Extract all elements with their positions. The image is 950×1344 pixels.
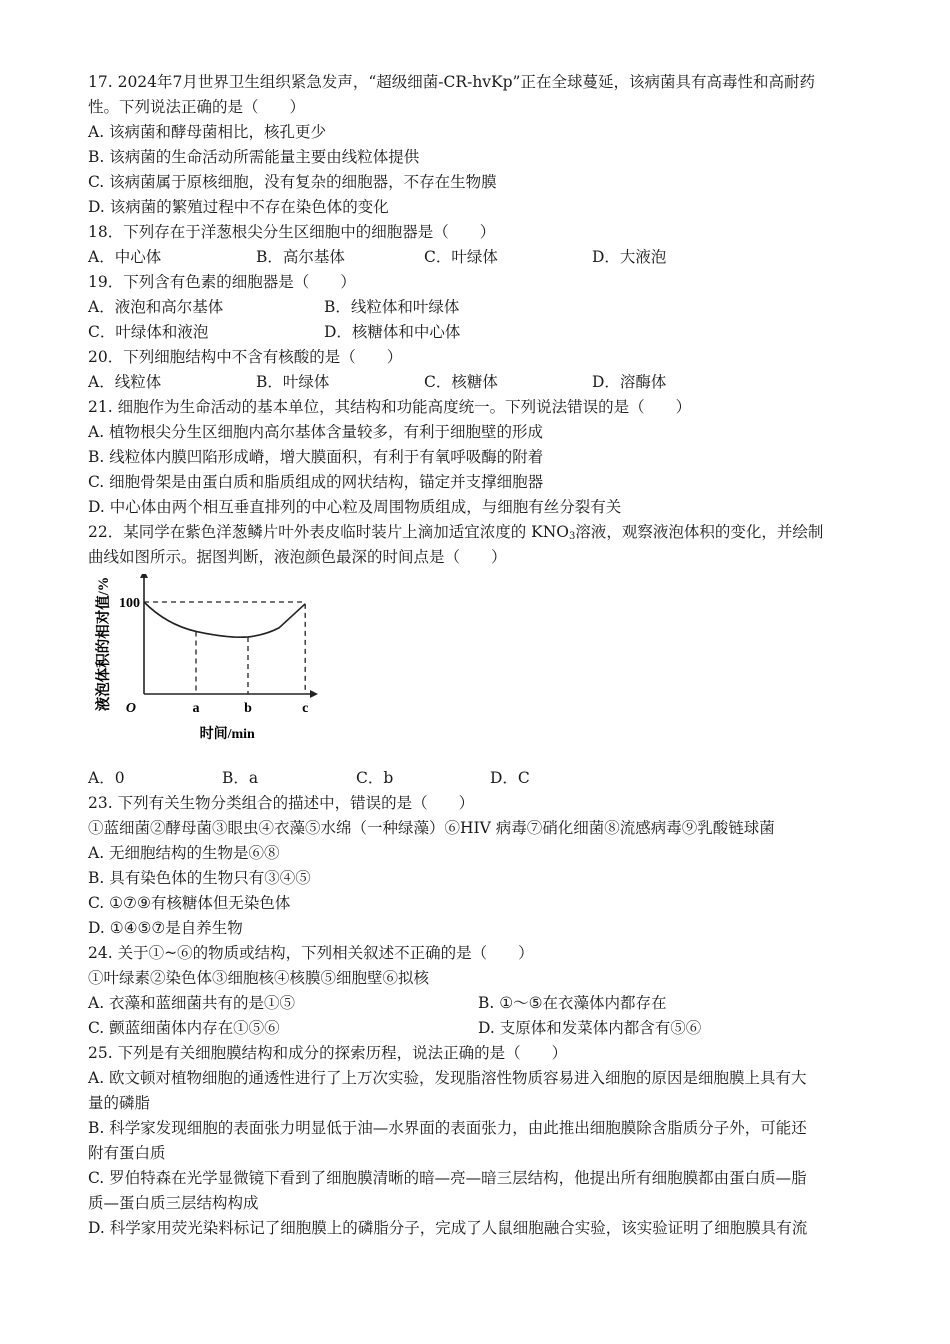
q24-option-d[interactable]: D. 支原体和发菜体内都含有⑤⑥ xyxy=(478,1019,702,1037)
x-tick-b: b xyxy=(244,701,252,716)
q22-option-b[interactable]: B．a xyxy=(222,769,259,787)
q25-option-b-line2[interactable]: 附有蛋白质 xyxy=(88,1144,166,1162)
q25-option-d-line1[interactable]: D. 科学家用荧光染料标记了细胞膜上的磷脂分子，完成了人鼠细胞融合实验，该实验证明了细胞膜具有流 xyxy=(88,1219,808,1237)
q19-option-c[interactable]: C．叶绿体和液泡 xyxy=(88,323,209,341)
q24-structure-list: ①叶绿素②染色体③细胞核④核膜⑤细胞壁⑥拟核 xyxy=(88,969,430,987)
q21-option-b[interactable]: B. 线粒体内膜凹陷形成嵴，增大膜面积，有利于有氧呼吸酶的附着 xyxy=(88,448,544,466)
q18-option-b[interactable]: B．高尔基体 xyxy=(256,248,345,266)
q23-option-a[interactable]: A. 无细胞结构的生物是⑥⑧ xyxy=(88,844,280,862)
q22-option-d[interactable]: D．C xyxy=(490,769,530,787)
q20-options xyxy=(88,370,878,395)
q23-option-c[interactable]: C. ①⑦⑨有核糖体但无染色体 xyxy=(88,894,291,912)
q25-option-c-line1[interactable]: C. 罗伯特森在光学显微镜下看到了细胞膜清晰的暗—亮—暗三层结构，他提出所有细胞膜都由蛋白质—脂 xyxy=(88,1169,807,1187)
x-tick-c: c xyxy=(302,701,309,716)
q22-stem-line2: 曲线如图所示。据图判断，液泡颜色最深的时间点是（ ） xyxy=(88,548,507,566)
q18-options xyxy=(88,245,878,270)
q25-option-a-line2[interactable]: 量的磷脂 xyxy=(88,1094,151,1112)
q25-stem: 25. 下列是有关细胞膜结构和成分的探索历程，说法正确的是（ ） xyxy=(88,1044,568,1062)
q20-stem: 20．下列细胞结构中不含有核酸的是（ ） xyxy=(88,348,403,366)
vacuole-volume-chart xyxy=(88,574,328,764)
volume-curve xyxy=(144,602,305,637)
y-tick-100: 100 xyxy=(119,596,140,611)
q18-option-c[interactable]: C．叶绿体 xyxy=(424,248,498,266)
q19-stem: 19．下列含有色素的细胞器是（ ） xyxy=(88,273,356,291)
q17-stem-line2: 性。下列说法正确的是（ ） xyxy=(88,98,306,116)
q22-stem-line1 xyxy=(88,520,878,545)
q17-option-b[interactable]: B. 该病菌的生命活动所需能量主要由线粒体提供 xyxy=(88,148,420,166)
q17-option-a[interactable]: A. 该病菌和酵母菌相比，核孔更少 xyxy=(88,123,327,141)
chart-ylabel xyxy=(94,577,112,712)
q21-option-d[interactable]: D. 中心体由两个相互垂直排列的中心粒及周围物质组成，与细胞有丝分裂有关 xyxy=(88,498,622,516)
q17-stem-line1: 17. 2024年7月世界卫生组织紧急发声，“超级细菌-CR-hvKp”正在全球蔓延，该病菌具有高毒性和高耐药 xyxy=(88,73,815,91)
q23-organism-list: ①蓝细菌②酵母菌③眼虫④衣藻⑤水绵（一种绿藻）⑥HIV 病毒⑦硝化细菌⑧流感病毒⑨乳酸链球菌 xyxy=(88,819,775,837)
q23-option-d[interactable]: D. ①④⑤⑦是自养生物 xyxy=(88,919,243,937)
q21-stem: 21. 细胞作为生命活动的基本单位，其结构和功能高度统一。下列说法错误的是（ ） xyxy=(88,398,692,416)
q22-stem-subscript: 3 xyxy=(569,531,576,542)
q18-stem: 18．下列存在于洋葱根尖分生区细胞中的细胞器是（ ） xyxy=(88,223,496,241)
q18-option-d[interactable]: D．大液泡 xyxy=(592,248,667,266)
q24-options-row1 xyxy=(88,991,878,1016)
q17-option-c[interactable]: C. 该病菌属于原核细胞，没有复杂的细胞器，不存在生物膜 xyxy=(88,173,497,191)
ylabel-text: 液泡体积的相对值/% xyxy=(96,576,112,712)
q20-option-d[interactable]: D．溶酶体 xyxy=(592,373,667,391)
q24-stem: 24. 关于①~⑥的物质或结构，下列相关叙述不正确的是（ ） xyxy=(88,944,534,962)
q23-option-b[interactable]: B. 具有染色体的生物只有③④⑤ xyxy=(88,869,311,887)
q24-option-b[interactable]: B. ①～⑤在衣藻体内都存在 xyxy=(478,994,667,1012)
origin-label: O xyxy=(125,701,136,716)
q19-option-b[interactable]: B．线粒体和叶绿体 xyxy=(324,298,460,316)
q24-option-a[interactable]: A. 衣藻和蓝细菌共有的是①⑤ xyxy=(88,994,296,1012)
q21-option-a[interactable]: A. 植物根尖分生区细胞内高尔基体含量较多，有利于细胞壁的形成 xyxy=(88,423,544,441)
q22-option-c[interactable]: C．b xyxy=(356,769,394,787)
q19-options-row2 xyxy=(88,320,878,345)
q21-option-c[interactable]: C. 细胞骨架是由蛋白质和脂质组成的网状结构，锚定并支撑细胞器 xyxy=(88,473,544,491)
q22-option-a[interactable]: A．0 xyxy=(88,769,125,787)
q24-option-c[interactable]: C. 颤蓝细菌体内存在①⑤⑥ xyxy=(88,1019,280,1037)
chart-xlabel: 时间/min xyxy=(199,727,255,742)
q22-stem-part1: 22．某同学在紫色洋葱鳞片叶外表皮临时装片上滴加适宜浓度的 KNO xyxy=(88,523,570,541)
x-tick-a: a xyxy=(192,701,200,716)
q19-option-a[interactable]: A．液泡和高尔基体 xyxy=(88,298,224,316)
q20-option-a[interactable]: A．线粒体 xyxy=(88,373,162,391)
q20-option-b[interactable]: B．叶绿体 xyxy=(256,373,330,391)
q19-options-row1 xyxy=(88,295,878,320)
q22-stem-part2: 溶液，观察液泡体积的变化，并绘制 xyxy=(575,523,824,541)
q25-option-b-line1[interactable]: B. 科学家发现细胞的表面张力明显低于油—水界面的表面张力，由此推出细胞膜除含脂质分子外，可能还 xyxy=(88,1119,807,1137)
q19-option-d[interactable]: D．核糖体和中心体 xyxy=(324,323,461,341)
q22-options xyxy=(88,766,878,791)
q17-option-d[interactable]: D. 该病菌的繁殖过程中不存在染色体的变化 xyxy=(88,198,389,216)
q20-option-c[interactable]: C．核糖体 xyxy=(424,373,498,391)
q25-option-c-line2[interactable]: 质—蛋白质三层结构构成 xyxy=(88,1194,259,1212)
question-page xyxy=(88,70,878,1241)
q18-option-a[interactable]: A．中心体 xyxy=(88,248,162,266)
q23-stem: 23. 下列有关生物分类组合的描述中，错误的是（ ） xyxy=(88,794,475,812)
q24-options-row2 xyxy=(88,1016,878,1041)
q22-chart-container xyxy=(88,574,878,764)
q25-option-a-line1[interactable]: A. 欧文顿对植物细胞的通透性进行了上万次实验，发现脂溶性物质容易进入细胞的原因是细胞膜上具有大 xyxy=(88,1069,807,1087)
